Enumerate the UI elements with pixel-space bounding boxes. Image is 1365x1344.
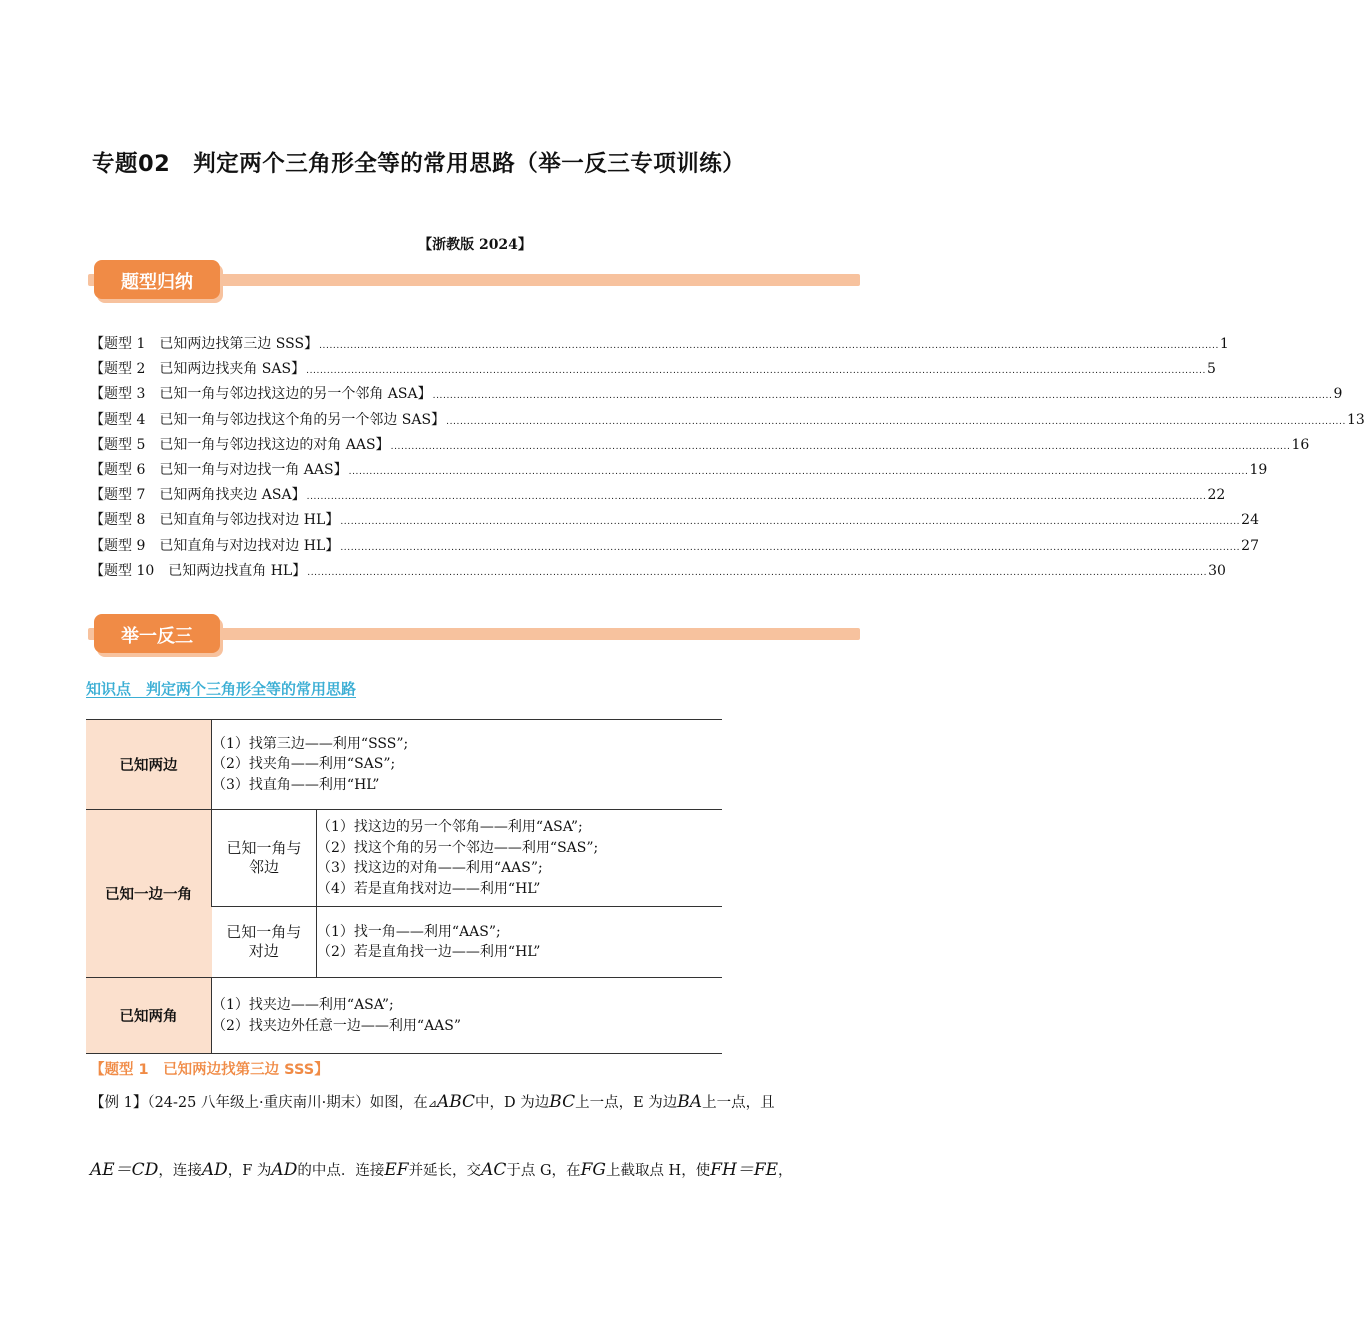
- toc-leader-dots: ....................................................................................................................................................................................................................................................................: [319, 341, 1219, 351]
- table-row: [86, 978, 722, 1054]
- math-ef: EF: [384, 1160, 409, 1180]
- example-text: ，连接: [158, 1163, 202, 1179]
- toc-entry-label: 【题型 9 已知直角与对边找对边 HL】: [90, 537, 340, 554]
- toc-leader-dots: ....................................................................................................................................................................................................................................................................: [340, 542, 1241, 553]
- sub-head: [212, 810, 317, 907]
- row-head: 已知两边: [86, 720, 212, 810]
- banner-label: 举一反三: [121, 626, 193, 647]
- toc-leader-dots: ....................................................................................................................................................................................................................................................................: [340, 517, 1241, 528]
- toc-entry[interactable]: [90, 333, 1229, 358]
- toc-leader-dots: ....................................................................................................................................................................................................................................................................: [446, 416, 1346, 427]
- row-head: 已知两角: [86, 978, 212, 1054]
- list-item: （2）找夹边外任意一边——利用“AAS”: [212, 1017, 462, 1034]
- list-item: （4）若是直角找对边——利用“HL”: [317, 880, 541, 897]
- banner-pill: [94, 260, 220, 299]
- toc-page-number: 27: [1241, 537, 1259, 554]
- toc-entry-label: 【题型 1 已知两边找第三边 SSS】: [90, 336, 319, 352]
- sub-head-text: 已知一角与对边: [226, 923, 302, 960]
- list-item: （2）找夹角——利用“SAS”;: [212, 756, 396, 773]
- types-banner: [88, 260, 860, 304]
- toc-leader-dots: ....................................................................................................................................................................................................................................................................: [390, 441, 1291, 452]
- row-items: [317, 907, 723, 978]
- math-abc: ABC: [436, 1092, 476, 1112]
- toc-entry[interactable]: [90, 535, 1259, 560]
- toc-page-number: 13: [1346, 411, 1365, 428]
- math-ac: AC: [481, 1160, 507, 1180]
- example-line-2: [90, 1155, 793, 1180]
- knowledge-point-title: 知识点 判定两个三角形全等的常用思路: [86, 680, 357, 698]
- toc-entry-label: 【题型 4 已知一角与邻边找这个角的另一个邻边 SAS】: [90, 411, 446, 428]
- toc-leader-dots: ....................................................................................................................................................................................................................................................................: [306, 366, 1206, 377]
- list-item: （1）找第三边——利用“SSS”;: [212, 735, 409, 752]
- banner-label: 题型归纳: [121, 272, 193, 293]
- toc-entry[interactable]: [90, 409, 1365, 434]
- table-row: [86, 810, 722, 907]
- toc-leader-dots: ....................................................................................................................................................................................................................................................................: [307, 567, 1208, 578]
- toc-entry-label: 【题型 7 已知两角找夹边 ASA】: [90, 487, 306, 504]
- math-ae-cd: AE＝CD: [90, 1160, 159, 1180]
- toc-entry-label: 【题型 8 已知直角与邻边找对边 HL】: [90, 512, 340, 529]
- example-text: 并延长，交: [408, 1163, 482, 1179]
- example-text: 上一点，且: [702, 1095, 775, 1111]
- toc-entry[interactable]: [90, 484, 1226, 509]
- math-bc: BC: [549, 1092, 576, 1112]
- math-ad: AD: [201, 1160, 228, 1180]
- example-text: 于点 G，在: [506, 1163, 581, 1179]
- toc-entry-label: 【题型 5 已知一角与邻边找这边的对角 AAS】: [90, 436, 390, 453]
- toc-page-number: 5: [1206, 361, 1216, 378]
- practice-banner: [88, 614, 860, 658]
- type1-heading: 【题型 1 已知两边找第三边 SSS】: [90, 1062, 329, 1078]
- toc-entry[interactable]: [90, 434, 1310, 459]
- toc-entry-label: 【题型 6 已知一角与对边找一角 AAS】: [90, 461, 348, 478]
- list-item: （2）找这个角的另一个邻边——利用“SAS”;: [317, 839, 599, 856]
- example-text: 中，D 为边: [475, 1095, 550, 1111]
- banner-pill: [94, 614, 220, 653]
- example-line-1: [90, 1091, 775, 1112]
- toc-leader-dots: ....................................................................................................................................................................................................................................................................: [306, 492, 1207, 503]
- triangle-symbol: ⊿: [427, 1097, 437, 1110]
- table-of-contents: [90, 333, 1365, 585]
- toc-entry-label: 【题型 2 已知两边找夹角 SAS】: [90, 361, 306, 378]
- toc-entry[interactable]: [90, 383, 1343, 408]
- page-title: 专题02 判定两个三角形全等的常用思路（举一反三专项训练）: [92, 151, 746, 177]
- row-head: 已知一边一角: [86, 810, 212, 978]
- toc-page-number: 16: [1291, 436, 1310, 453]
- sub-head: [212, 907, 317, 978]
- list-item: （1）找这边的另一个邻角——利用“ASA”;: [317, 819, 583, 835]
- list-item: （1）找夹边——利用“ASA”;: [212, 997, 394, 1013]
- toc-entry[interactable]: [90, 459, 1268, 484]
- sub-head-text: 已知一角与邻边: [226, 839, 302, 876]
- toc-leader-dots: ....................................................................................................................................................................................................................................................................: [348, 466, 1249, 477]
- math-ba: BA: [677, 1092, 703, 1112]
- example-text: ，: [778, 1163, 793, 1179]
- math-fg: FG: [580, 1160, 606, 1180]
- example-text: ，F 为: [227, 1163, 272, 1179]
- math-ad: AD: [271, 1160, 298, 1180]
- example-text: 上截取点 H，使: [605, 1163, 711, 1179]
- toc-page-number: 19: [1249, 461, 1268, 478]
- toc-entry[interactable]: [90, 509, 1259, 534]
- toc-page-number: 30: [1208, 562, 1226, 579]
- toc-page-number: 1: [1219, 336, 1229, 352]
- example-text: 上一点，E 为边: [575, 1095, 678, 1111]
- list-item: （3）找直角——利用“HL”: [212, 776, 380, 793]
- toc-entry[interactable]: [90, 358, 1216, 383]
- table-row: [86, 720, 722, 810]
- list-item: （1）找一角——利用“AAS”;: [317, 923, 501, 940]
- list-item: （3）找这边的对角——利用“AAS”;: [317, 860, 543, 876]
- edition-label: 【浙教版 2024】: [418, 237, 532, 253]
- toc-page-number: 24: [1241, 512, 1259, 529]
- toc-page-number: 22: [1207, 487, 1226, 504]
- toc-leader-dots: ....................................................................................................................................................................................................................................................................: [432, 391, 1333, 402]
- toc-entry-label: 【题型 3 已知一角与邻边找这边的另一个邻角 ASA】: [90, 386, 432, 403]
- math-fh-fe: FH＝FE: [710, 1160, 779, 1180]
- toc-page-number: 9: [1333, 386, 1343, 403]
- toc-entry-label: 【题型 10 已知两边找直角 HL】: [90, 562, 307, 579]
- toc-entry[interactable]: [90, 560, 1226, 585]
- row-items: [212, 978, 723, 1054]
- knowledge-table: [86, 719, 722, 1054]
- example-text: 的中点．连接: [297, 1163, 385, 1179]
- row-items: [212, 720, 723, 810]
- example-text: 【例 1】（24-25 八年级上·重庆南川·期末）如图，在: [90, 1095, 428, 1111]
- row-items: [317, 810, 723, 907]
- list-item: （2）若是直角找一边——利用“HL”: [317, 944, 541, 960]
